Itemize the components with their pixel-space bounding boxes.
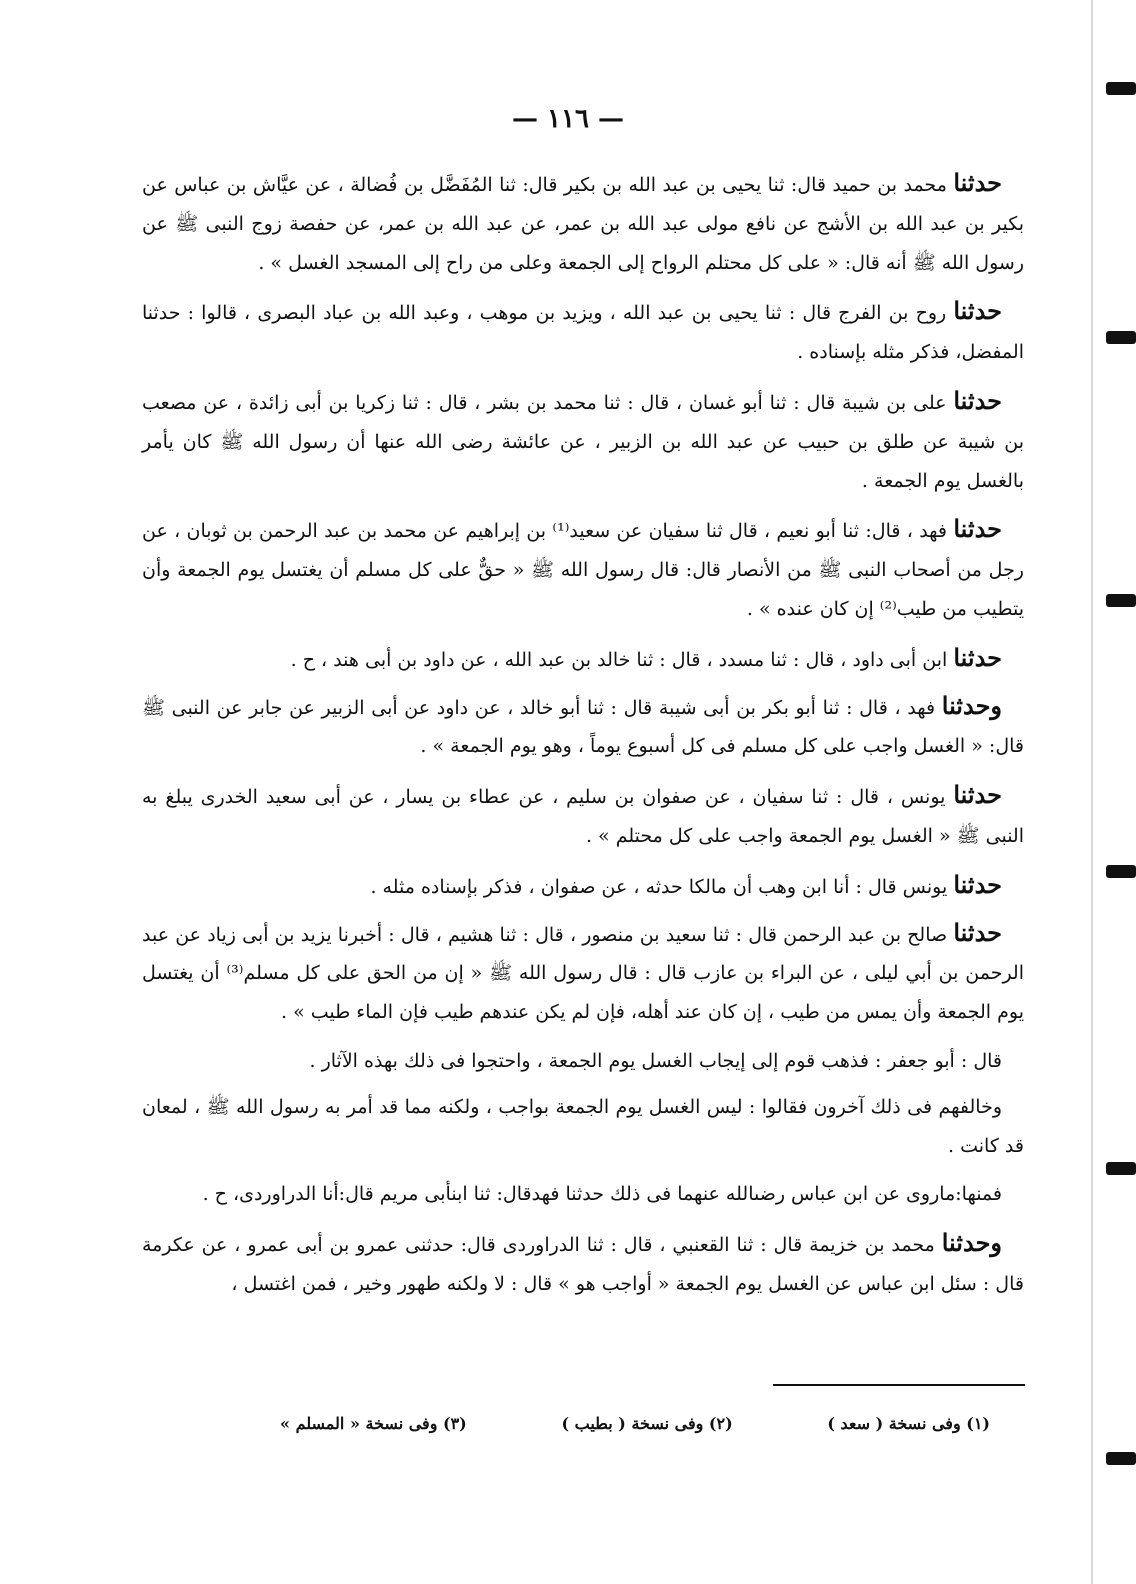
edge-mark — [1106, 331, 1136, 344]
footnote-3: (٣) وفى نسخة « المسلم » — [280, 1414, 467, 1433]
footnotes — [280, 1414, 990, 1433]
paragraph-keyword: وحدثنا — [941, 690, 1003, 720]
paragraph-text: على بن شيبة قال : ثنا أبو غسان ، قال : ثنا محمد بن بشر ، قال : ثنا زكريا بن أبى زائدة ، عن مصعب بن شيبة عن طلق بن حبيب عن عبد الله بن الزبير ، عن عائشة رضى الله عنها أن رسول الله ﷺ كان يأمر بالغسل يوم الجمعة . — [142, 391, 1024, 492]
edge-mark — [1106, 1452, 1136, 1465]
paragraph-keyword: حدثنا — [953, 168, 1002, 197]
page-number: — ١١٦ — — [511, 104, 625, 134]
paragraph-text: روح بن الفرج قال : ثنا يحيى بن عبد الله ، ويزيد بن موهب ، وعبد الله بن عباد البصرى ، قالوا : حدثنا المفضل، فذكر مثله بإسناده . — [142, 302, 1024, 364]
edge-mark — [1106, 1162, 1136, 1175]
paragraph-text: صالح بن عبد الرحمن قال : ثنا سعيد بن منصور ، قال : ثنا هشيم ، قال : أخبرنا يزيد بن أبى زياد عن عبد الرحمن بن أبي ليلى ، عن البراء بن عازب قال : قال رسول الله ﷺ « إن من الحق على كل مسلم⁽³⁾ أن يغتسل يوم الجمعة وأن يمس من طيب ، إن كان عند أهله، فإن لم يكن عندهم طيب فإن الماء طيب » . — [142, 923, 1025, 1024]
paragraph-keyword: حدثنا — [953, 296, 1002, 326]
paragraph — [142, 292, 1024, 372]
paragraph-text: يونس ، قال : ثنا سفيان ، عن صفوان بن سليم ، عن عطاء بن يسار ، عن أبى سعيد الخدرى يبلغ به النبى ﷺ « الغسل يوم الجمعة واجب على كل محتلم » . — [142, 786, 1024, 847]
paragraph-text: محمد بن حميد قال: ثنا يحيى بن عبد الله بن بكير قال: ثنا المُفَضَّل بن فُضالة ، عن عيَّاش بن عباس عن بكير بن عبد الله بن الأشج عن نافع مولى عبد الله بن عمر، عن عبد الله بن عمر، عن حفصة زوج النبى ﷺ عن رسول الله ﷺ أنه قال: « على كل محتلم الرواح إلى الجمعة وعلى من راح إلى المسجد الغسل » . — [142, 174, 1024, 274]
paragraph-keyword: حدثنا — [953, 869, 1002, 899]
paragraph-text: فهد ، قال : ثنا أبو بكر بن أبى شيبة قال : ثنا أبو خالد ، عن داود عن أبى الزبير عن جابر عن النبى ﷺ قال: « الغسل واجب على كل مسلم فى كل أسبوع يوماً ، وهو يوم الجمعة » . — [142, 696, 1024, 758]
body-text — [142, 164, 1024, 1314]
paragraph-text: ابن أبى داود ، قال : ثنا مسدد ، قال : ثنا خالد بن عبد الله ، عن داود بن أبى هند ، ح . — [290, 648, 948, 671]
paragraph — [142, 1088, 1024, 1166]
paragraph — [142, 914, 1024, 1032]
paragraph-text: يونس قال : أنا ابن وهب أن مالكا حدثه ، عن صفوان ، فذكر بإسناده مثله . — [370, 875, 948, 898]
paragraph-keyword: حدثنا — [953, 642, 1002, 672]
paragraph-keyword: وحدثنا — [941, 1228, 1002, 1258]
footnote-2: (٢) وفى نسخة ( بطيب ) — [561, 1414, 733, 1433]
paragraph — [142, 1042, 1024, 1081]
paragraph — [142, 639, 1024, 680]
paragraph — [142, 687, 1024, 767]
paragraph-keyword: حدثنا — [953, 917, 1002, 947]
paragraph — [142, 382, 1024, 500]
paragraph — [142, 510, 1024, 628]
paragraph — [142, 1224, 1024, 1304]
edge-mark — [1106, 82, 1136, 95]
paragraph-keyword: حدثنا — [953, 385, 1002, 415]
paragraph-text: قال : أبو جعفر : فذهب قوم إلى إيجاب الغسل يوم الجمعة ، واحتجوا فى ذلك بهذه الآثار . — [309, 1049, 1002, 1072]
paragraph — [142, 164, 1024, 282]
edge-mark — [1106, 594, 1136, 607]
paragraph — [142, 866, 1024, 907]
paragraph-keyword: حدثنا — [953, 780, 1002, 810]
footnote-divider — [773, 1384, 1025, 1386]
paragraph-text: وخالفهم فى ذلك آخرون فقالوا : ليس الغسل يوم الجمعة بواجب ، ولكنه مما قد أمر به رسول الله ﷺ ، لمعان قد كانت . — [142, 1095, 1024, 1157]
paragraph — [142, 776, 1024, 856]
paragraph-text: فهد ، قال: ثنا أبو نعيم ، قال ثنا سفيان عن سعيد⁽¹⁾ بن إبراهيم عن محمد بن عبد الرحمن بن ثوبان ، عن رجل من أصحاب النبى ﷺ من الأنصار قال: قال رسول الله ﷺ « حقٌّ على كل مسلم أن يغتسل يوم الجمعة وأن يتطيب من طيب⁽²⁾ إن كان عنده » . — [142, 520, 1024, 620]
paragraph-text: محمد بن خزيمة قال : ثنا القعنبي ، قال : ثنا الدراوردى قال: حدثنى عمرو بن أبى عمرو ، عن عكرمة قال : سئل ابن عباس عن الغسل يوم الجمعة « أواجب هو » قال : لا ولكنه طهور وخير ، فمن اغتسل ، — [142, 1234, 1024, 1295]
paragraph — [142, 1175, 1024, 1214]
paragraph-keyword: حدثنا — [953, 514, 1002, 544]
binding-rule — [1091, 0, 1093, 1584]
footnote-1: (١) وفى نسخة ( سعد ) — [827, 1414, 990, 1433]
paragraph-text: فمنها:ماروى عن ابن عباس رضىالله عنهما فى ذلك حدثنا فهدقال: ثنا ابنأبى مريم قال:أنا الدراوردى، ح . — [202, 1183, 1002, 1206]
edge-mark — [1106, 865, 1136, 878]
